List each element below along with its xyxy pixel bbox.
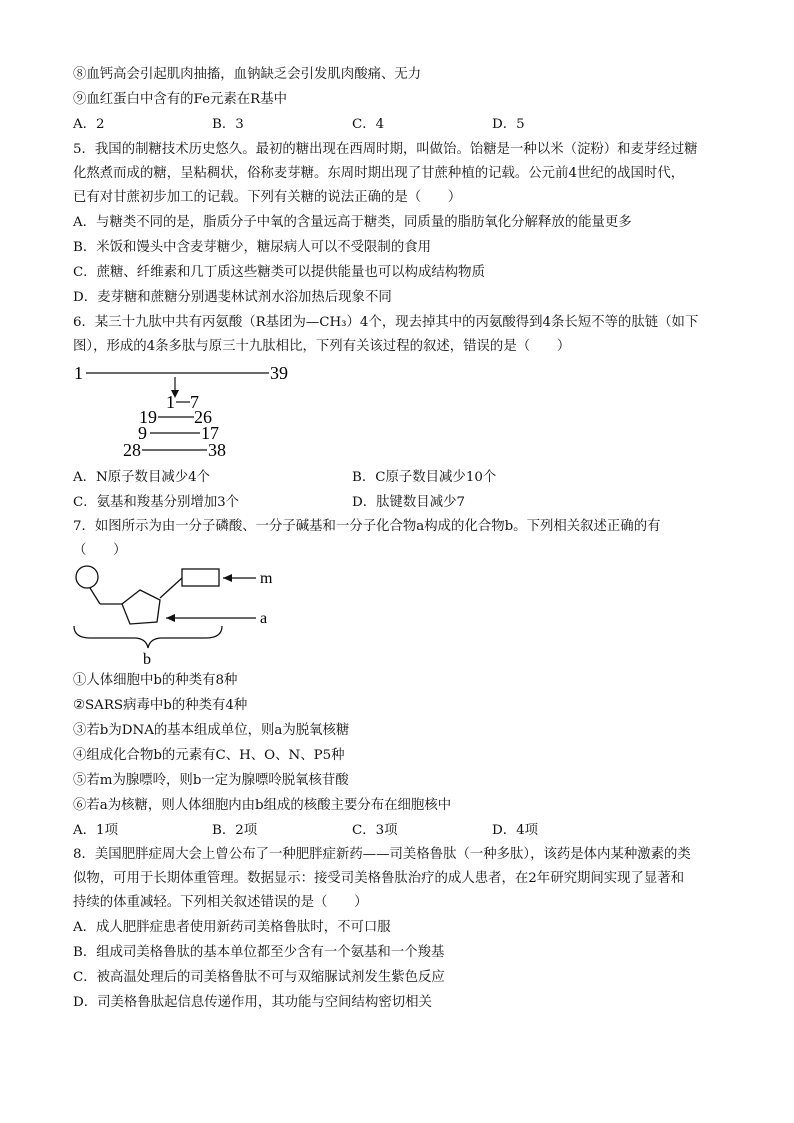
- base-bond-line: [160, 578, 182, 598]
- q7-item-1: ①人体细胞中b的种类有8种: [73, 673, 238, 688]
- q7-item-5: ⑤若m为腺嘌呤，则b一定为腺嘌呤脱氧核苷酸: [73, 773, 349, 788]
- chain-2-start: 19: [139, 407, 157, 427]
- label-a: a: [260, 610, 268, 627]
- q5-option-d[interactable]: D．麦芽糖和蔗糖分别遇斐林试剂水浴加热后现象不同: [73, 290, 392, 305]
- chain-1-start: 1: [166, 392, 175, 412]
- q6-stem-line-2: 图），形成的4条多肽与原三十九肽相比，下列有关该过程的叙述，错误的是（ ）: [73, 339, 571, 354]
- q6-option-a[interactable]: A．N原子数目减少4个: [73, 470, 211, 485]
- phosphate-circle-icon: [76, 566, 98, 588]
- arrow-left-icon: [166, 614, 175, 622]
- chain-4-start: 28: [123, 440, 141, 460]
- q6-option-b[interactable]: B．C原子数目减少10个: [352, 470, 497, 485]
- q7-item-2: ②SARS病毒中b的种类有4种: [73, 698, 248, 713]
- q5-stem-line-2: 化熬煮而成的糖，呈粘稠状，俗称麦芽糖。东周时期出现了甘蔗种植的记载。公元前4世纪的战国时代，: [73, 166, 685, 181]
- chain-3-start: 9: [138, 423, 147, 443]
- q8-option-b[interactable]: B．组成司美格鲁肽的基本单位都至少含有一个氨基和一个羧基: [73, 945, 445, 960]
- q7-stem-line-2: （ ）: [73, 543, 127, 558]
- nucleotide-diagram: [60, 560, 300, 670]
- q6-option-c[interactable]: C．氨基和羧基分别增加3个: [73, 495, 240, 510]
- chain-4-end: 38: [208, 440, 226, 460]
- option-a[interactable]: A．2: [73, 117, 105, 132]
- pentose-ring-icon: [122, 590, 160, 624]
- q5-option-b[interactable]: B．米饭和馒头中含麦芽糖少，糖尿病人可以不受限制的食用: [73, 240, 431, 255]
- q8-stem-line-1: 8．美国肥胖症周大会上曾公布了一种肥胖症新药——司美格鲁肽（一种多肽），该药是体内某种激素的类: [73, 847, 691, 862]
- prev-item-8: ⑧血钙高会引起肌肉抽搐，血钠缺乏会引发肌肉酸痛、无力: [73, 67, 422, 82]
- chain-1-end: 7: [190, 392, 199, 412]
- q8-stem-line-2: 似物，可用于长期体重管理。数据显示：接受司美格鲁肽治疗的成人患者，在2年研究期间实现了显著和: [73, 871, 685, 886]
- q7-item-4: ④组成化合物b的元素有C、H、O、N、P5种: [73, 748, 345, 763]
- option-c[interactable]: C．4: [352, 117, 385, 132]
- q5-stem-line-3: 已有对甘蔗初步加工的记载。下列有关糖的说法正确的是（ ）: [73, 190, 462, 205]
- label-m: m: [260, 570, 273, 587]
- q8-option-c[interactable]: C．被高温处理后的司美格鲁肽不可与双缩脲试剂发生紫色反应: [73, 970, 445, 985]
- chain-2-end: 26: [194, 407, 212, 427]
- q7-option-a[interactable]: A．1项: [73, 823, 118, 838]
- q5-option-a[interactable]: A．与糖类不同的是，脂质分子中氧的含量远高于糖类，同质量的脂肪氧化分解释放的能量更多: [73, 215, 632, 230]
- q5-stem-line-1: 5．我国的制糖技术历史悠久。最初的糖出现在西周时期，叫做饴。饴糖是一种以米（淀粉）和麦芽经过糖: [73, 142, 698, 157]
- q7-item-3: ③若b为DNA的基本组成单位，则a为脱氧核糖: [73, 723, 350, 738]
- arrow-left-icon: [223, 574, 232, 582]
- q7-stem-line-1: 7．如图所示为由一分子磷酸、一分子碱基和一分子化合物a构成的化合物b。下列相关叙述正确的有: [73, 519, 661, 534]
- q8-stem-line-3: 持续的体重减轻。下列相关叙述错误的是（ ）: [73, 895, 368, 910]
- q8-option-d[interactable]: D．司美格鲁肽起信息传递作用，其功能与空间结构密切相关: [73, 995, 432, 1010]
- brace-icon: [74, 626, 222, 648]
- q6-option-d[interactable]: D．肽键数目减少7: [352, 495, 465, 510]
- q7-option-b[interactable]: B．2项: [212, 823, 258, 838]
- peptide-diagram: [60, 360, 310, 460]
- q7-option-d[interactable]: D．4项: [492, 823, 539, 838]
- q5-option-c[interactable]: C．蔗糖、纤维素和几丁质这些糖类可以提供能量也可以构成结构物质: [73, 265, 485, 280]
- option-b[interactable]: B．3: [212, 117, 244, 132]
- q6-stem-line-1: 6．某三十九肽中共有丙氨酸（R基团为—CH₃）4个，现去掉其中的丙氨酸得到4条长短不等的肽链（如下: [73, 315, 699, 330]
- q7-option-c[interactable]: C．3项: [352, 823, 398, 838]
- q7-item-6: ⑥若a为核糖，则人体细胞内由b组成的核酸主要分布在细胞核中: [73, 798, 452, 813]
- phosphate-bond-line: [90, 588, 100, 604]
- label-b: b: [143, 651, 151, 668]
- option-d[interactable]: D．5: [492, 117, 525, 132]
- base-rect-icon: [182, 569, 219, 586]
- q8-option-a[interactable]: A．成人肥胖症患者使用新药司美格鲁肽时，不可口服: [73, 920, 391, 935]
- top-start-label: 1: [74, 363, 83, 383]
- prev-item-9: ⑨血红蛋白中含有的Fe元素在R基中: [73, 92, 288, 107]
- top-end-label: 39: [270, 363, 288, 383]
- chain-3-end: 17: [201, 423, 219, 443]
